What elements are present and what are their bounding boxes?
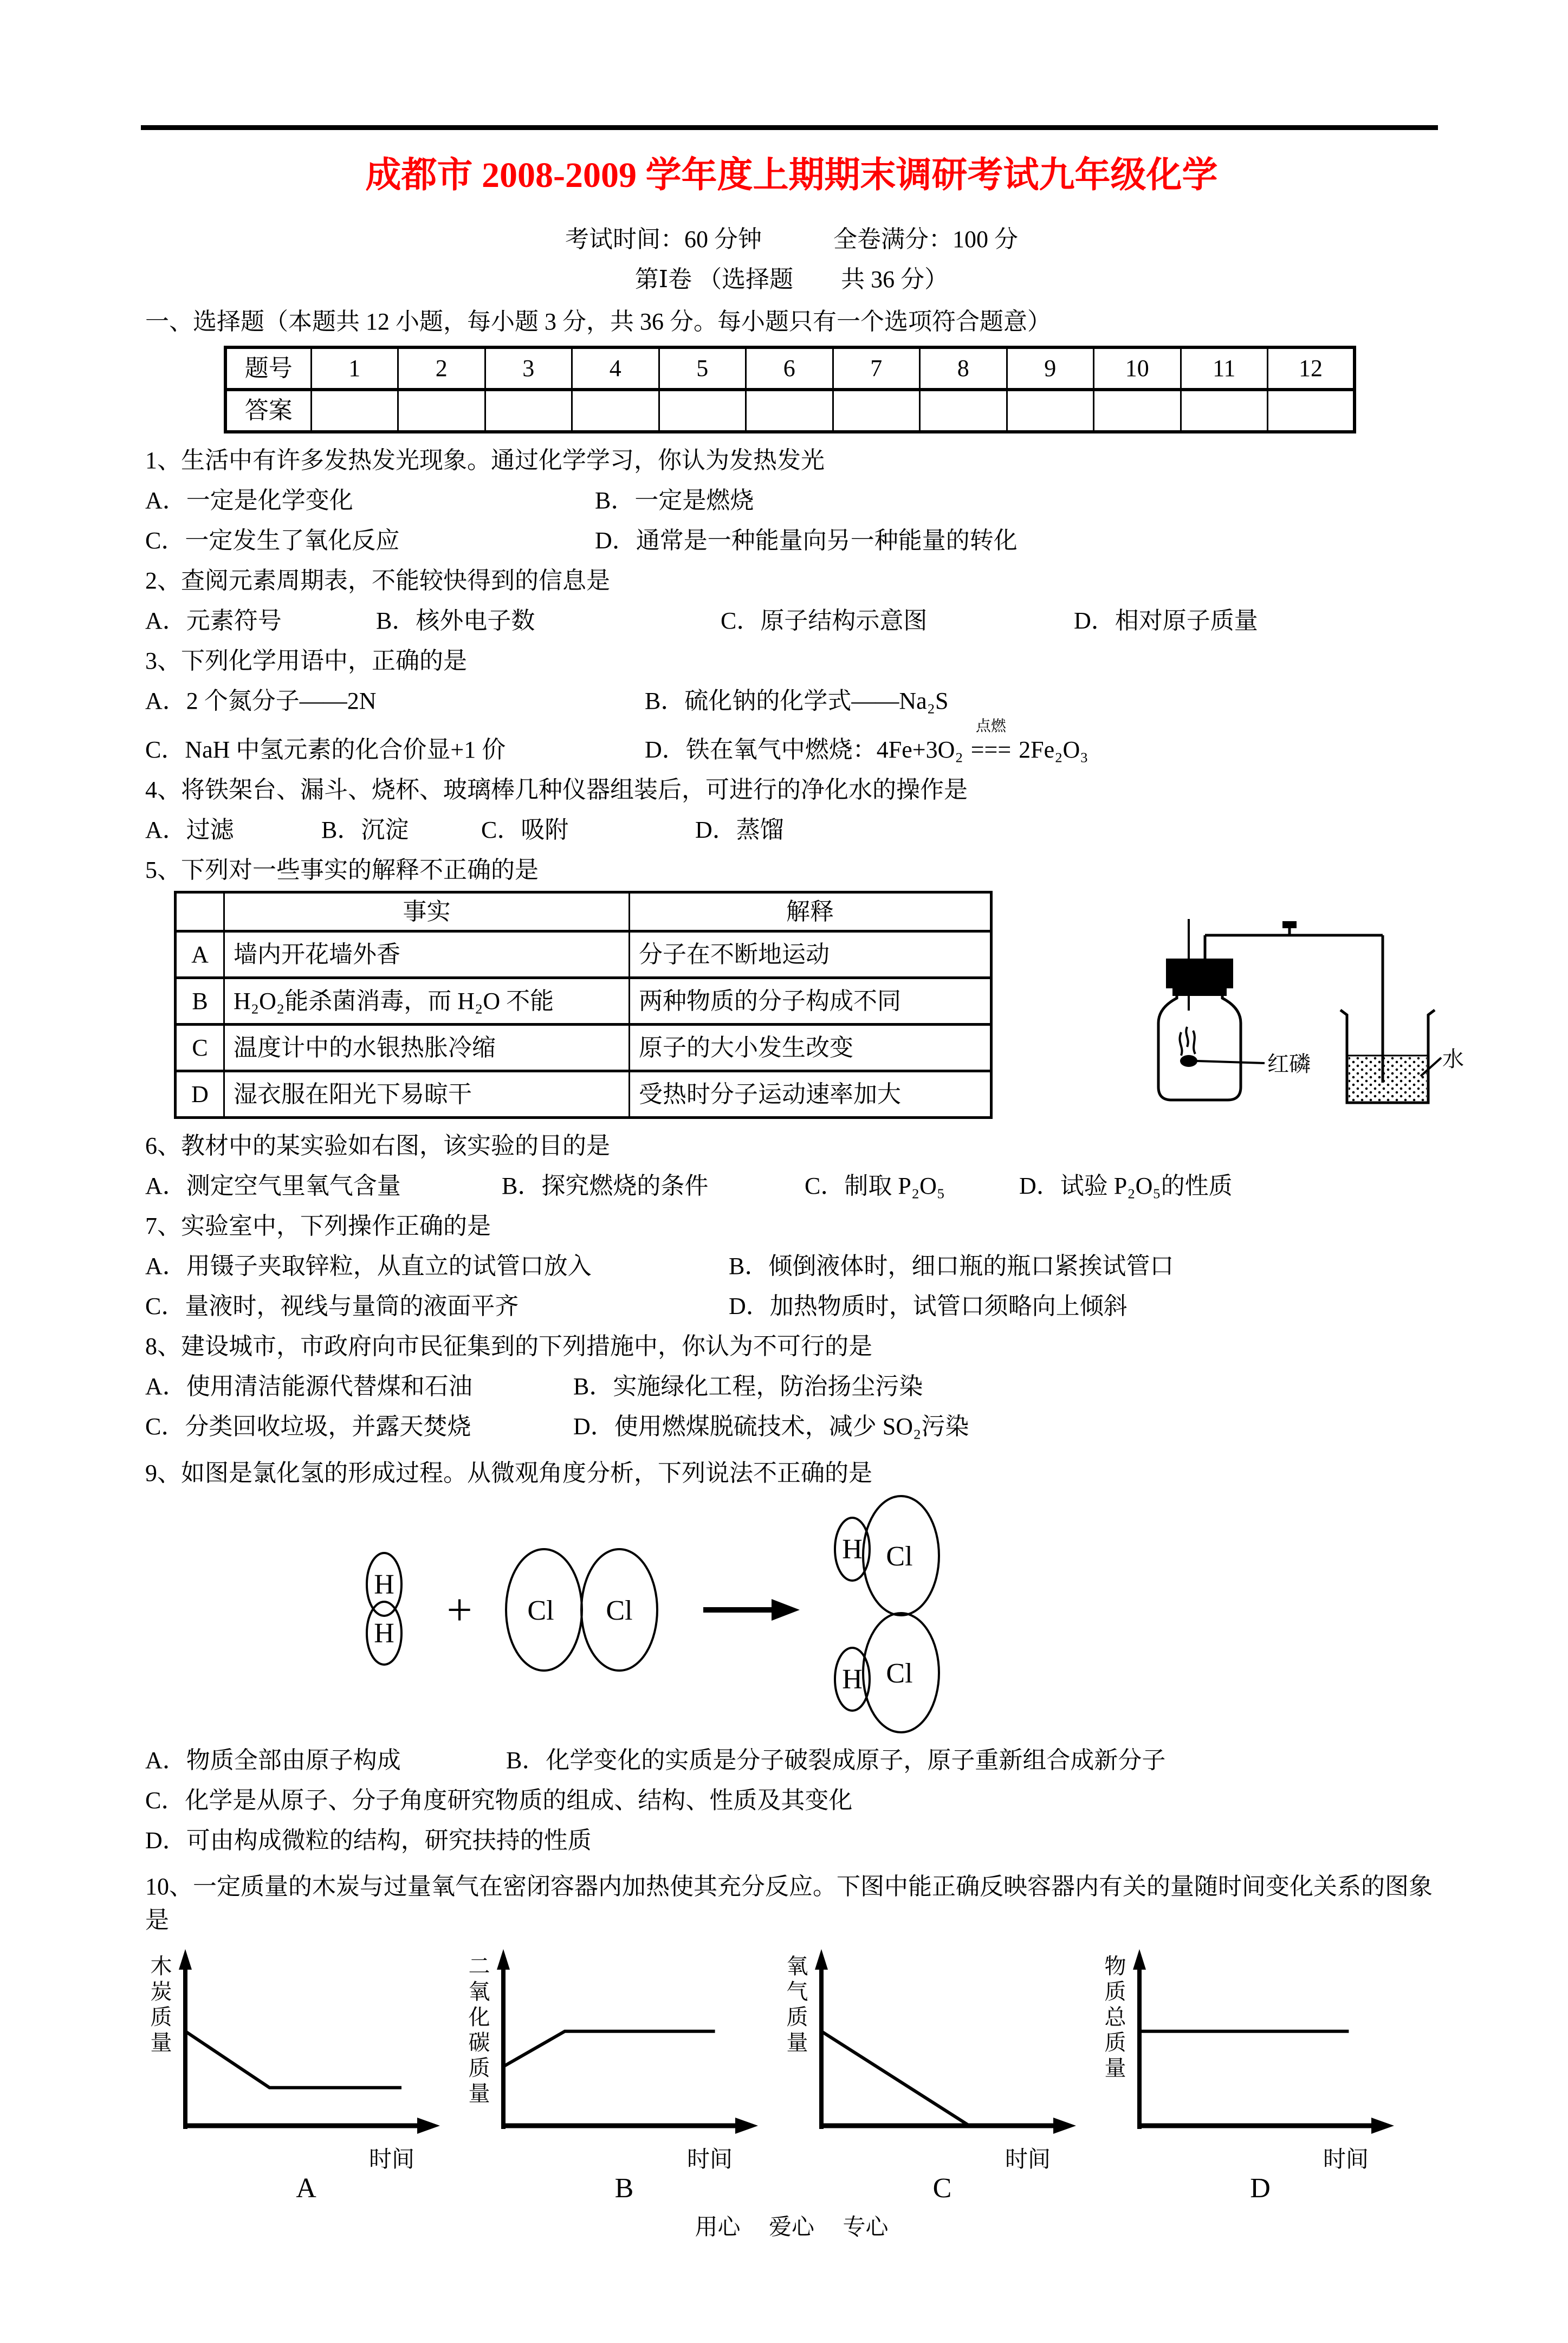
- x-axis-arrow-icon: [1053, 2118, 1076, 2134]
- q-number: 10: [1094, 347, 1181, 390]
- option-d: D．可由构成微粒的结构，研究扶持的性质: [145, 1827, 592, 1854]
- atom-label: H: [374, 1569, 394, 1600]
- answer-cell: [485, 390, 572, 432]
- option-b: B．化学变化的实质是分子破裂成原子，原子重新组合成新分子: [506, 1747, 1166, 1774]
- y-axis-arrow-icon: [179, 1949, 192, 1970]
- option-c: C．制取 P₂O₅: [805, 1173, 945, 1199]
- gas-bottle-icon: [1158, 988, 1241, 1100]
- answer-grid: [224, 346, 1356, 433]
- question-4: [145, 777, 1438, 843]
- q-number: 12: [1268, 347, 1355, 390]
- question-stem: 2、查阅元素周期表，不能较快得到的信息是: [145, 567, 610, 594]
- q10-graph-options: [145, 1947, 1438, 2202]
- question-stem: 5、下列对一些事实的解释不正确的是: [145, 857, 539, 883]
- option-b: B．核外电子数: [376, 607, 535, 634]
- option-c: C．分类回收垃圾，并露天焚烧: [145, 1413, 471, 1440]
- reaction-arrow-icon: [772, 1599, 800, 1621]
- answer-cell: [398, 390, 485, 432]
- option-b: B．一定是燃烧: [595, 487, 754, 514]
- question-stem: 9、如图是氯化氢的形成过程。从微观角度分析，下列说法不正确的是: [145, 1460, 872, 1486]
- option-c: C．化学是从原子、分子角度研究物质的组成、结构、性质及其变化: [145, 1787, 853, 1814]
- graph-letter: A: [296, 2173, 316, 2202]
- option-b: B．探究燃烧的条件: [502, 1173, 709, 1199]
- question-8: [145, 1334, 1438, 1440]
- option-d: [645, 718, 1088, 763]
- y-axis-arrow-icon: [815, 1949, 828, 1970]
- equals-sign: ===: [970, 736, 1012, 763]
- water-label: 水: [1442, 1047, 1464, 1071]
- experiment-apparatus-figure: [1135, 916, 1492, 1132]
- option-a: A．过滤: [145, 817, 234, 843]
- stopper-icon: [1166, 959, 1233, 988]
- explain-header: 解释: [630, 892, 992, 931]
- option-a: A．元素符号: [145, 607, 282, 634]
- flame-icon: [1180, 1027, 1195, 1056]
- atom-label: Cl: [606, 1595, 633, 1626]
- option-d: D．使用燃煤脱硫技术，减少 SO₂污染: [573, 1413, 969, 1440]
- y-axis-arrow-icon: [497, 1949, 510, 1970]
- part1-intro: 一、选择题（本题共 12 小题，每小题 3 分，共 36 分。每小题只有一个选项符合题意）: [145, 308, 1051, 335]
- x-axis-label: 时间: [686, 2147, 733, 2172]
- option-a: A．使用清洁能源代替煤和石油: [145, 1373, 472, 1400]
- graph-letter: B: [614, 2173, 634, 2202]
- answer-cell: [1181, 390, 1268, 432]
- option-d: D．通常是一种能量向另一种能量的转化: [595, 527, 1018, 554]
- q-number: 11: [1181, 347, 1268, 390]
- line-graph: [809, 1947, 1080, 2202]
- answer-grid-number-row: [225, 347, 1355, 390]
- q-number: 9: [1007, 347, 1094, 390]
- table-row: B H₂O₂能杀菌消毒，而 H₂O 不能 两种物质的分子构成不同: [176, 978, 992, 1025]
- hcl-formation-diagram: [346, 1495, 996, 1733]
- option-a: A．测定空气里氧气含量: [145, 1173, 401, 1199]
- graph-option-b: [463, 1947, 781, 2202]
- section-heading: 第Ⅰ卷 （选择题 共 36 分）: [634, 266, 949, 293]
- water-icon: [1349, 1057, 1427, 1101]
- graph-option-d: [1099, 1947, 1417, 2202]
- graph-option-c: [781, 1947, 1099, 2202]
- question-2: [145, 568, 1438, 634]
- question-9: [145, 1460, 1438, 1854]
- answer-cell: [920, 390, 1007, 432]
- q-number: 1: [311, 347, 398, 390]
- pointer-line: [1197, 1061, 1265, 1063]
- option-c: C．一定发生了氧化反应: [145, 527, 400, 554]
- data-line: [185, 2031, 401, 2088]
- question-5: [145, 857, 1464, 1119]
- answer-cell: [746, 390, 833, 432]
- table-row: A 墙内开花墙外香 分子在不断地运动: [176, 931, 992, 978]
- option-c: C．吸附: [481, 817, 569, 843]
- data-line: [503, 2031, 715, 2067]
- x-axis-arrow-icon: [1371, 2118, 1394, 2134]
- option-b: B．沉淀: [321, 817, 409, 843]
- equation-left: D．铁在氧气中燃烧：4Fe+3O₂: [645, 736, 963, 763]
- atom-label: Cl: [886, 1541, 913, 1572]
- option-d: D．相对原子质量: [1074, 607, 1258, 634]
- answer-cell: [1094, 390, 1181, 432]
- graph-letter: D: [1250, 2173, 1271, 2202]
- page-title: 成都市 2008-2009 学年度上期期末调研考试九年级化学: [365, 156, 1218, 195]
- answer-grid-corner: 题号: [225, 347, 311, 390]
- y-axis-label: 二氧化碳质量: [465, 1954, 490, 2107]
- question-3: [145, 648, 1438, 763]
- page-footer: 用心 爱心 专心: [695, 2215, 889, 2240]
- option-c: C．原子结构示意图: [721, 607, 928, 634]
- atom-label: H: [374, 1618, 394, 1649]
- line-graph: [1128, 1947, 1398, 2202]
- equation-right: 2Fe₂O₃: [1019, 736, 1088, 763]
- answer-cell: [311, 390, 398, 432]
- stopper-collar-icon: [1172, 988, 1227, 996]
- fact-explanation-table: [174, 891, 993, 1119]
- table-row: D 湿衣服在阳光下易晾干 受热时分子运动速率加大: [176, 1071, 992, 1118]
- fact-header: 事实: [224, 892, 630, 931]
- graph-option-a: [145, 1947, 463, 2202]
- answer-grid-answer-row: [225, 390, 1355, 432]
- question-6: [145, 1133, 1438, 1199]
- option-a: A．物质全部由原子构成: [145, 1747, 401, 1774]
- q-number: 7: [833, 347, 920, 390]
- y-axis-label: 物质总质量: [1102, 1954, 1126, 2082]
- atom-label: H: [842, 1534, 863, 1565]
- option-a: A．2 个氮分子——2N: [145, 688, 377, 714]
- option-c: C．NaH 中氢元素的化合价显+1 价: [145, 736, 506, 763]
- q-number: 8: [920, 347, 1007, 390]
- option-d: D．加热物质时，试管口须略向上倾斜: [729, 1293, 1128, 1319]
- header-rule: [141, 125, 1438, 130]
- plus-sign: +: [446, 1585, 472, 1635]
- question-7: [145, 1213, 1438, 1319]
- exam-page: [0, 125, 1568, 2241]
- question-stem: 8、建设城市，市政府向市民征集到的下列措施中，你认为不可行的是: [145, 1333, 872, 1360]
- q-number: 3: [485, 347, 572, 390]
- table-row: C 温度计中的水银热胀冷缩 原子的大小发生改变: [176, 1025, 992, 1071]
- q-number: 6: [746, 347, 833, 390]
- y-axis-label: 木炭质量: [147, 1954, 172, 2056]
- atom-label: Cl: [527, 1595, 554, 1626]
- red-phosphorus-sample-icon: [1180, 1055, 1197, 1067]
- clamp-valve-icon: [1282, 921, 1297, 928]
- q-number: 5: [659, 347, 746, 390]
- x-axis-arrow-icon: [735, 2118, 758, 2134]
- option-b: B．倾倒液体时，细口瓶的瓶口紧挨试管口: [729, 1253, 1174, 1279]
- question-stem: 10、一定质量的木炭与过量氧气在密闭容器内加热使其充分反应。下图中能正确反映容器内有关的量随时间变化关系的图象是: [145, 1873, 1433, 1933]
- x-axis-arrow-icon: [417, 2118, 440, 2134]
- atom-label: H: [842, 1664, 863, 1695]
- line-graph: [173, 1947, 444, 2202]
- option-a: A．一定是化学变化: [145, 487, 353, 514]
- option-c: C．量液时，视线与量筒的液面平齐: [145, 1293, 519, 1319]
- data-line: [821, 2031, 969, 2126]
- red-phosphorus-label: 红磷: [1267, 1052, 1311, 1076]
- table-header-row: [176, 892, 992, 931]
- answer-cell: [833, 390, 920, 432]
- question-stem: 3、下列化学用语中，正确的是: [145, 648, 467, 674]
- question-stem: 6、教材中的某实验如右图，该实验的目的是: [145, 1132, 610, 1159]
- option-a: A．用镊子夹取锌粒，从直立的试管口放入: [145, 1253, 592, 1279]
- option-d: D．蒸馏: [695, 817, 784, 843]
- question-stem: 7、实验室中，下列操作正确的是: [145, 1213, 491, 1239]
- option-d: D．试验 P₂O₅的性质: [1019, 1173, 1233, 1199]
- option-b: B．硫化钠的化学式——Na₂S: [645, 688, 949, 714]
- answer-cell: [572, 390, 659, 432]
- question-stem: 4、将铁架台、漏斗、烧杯、玻璃棒几种仪器组装后，可进行的净化水的操作是: [145, 776, 968, 803]
- reaction-condition: [970, 718, 1012, 763]
- x-axis-label: 时间: [1323, 2147, 1369, 2172]
- option-b: B．实施绿化工程，防治扬尘污染: [573, 1373, 923, 1400]
- q-number: 4: [572, 347, 659, 390]
- answer-cell: [1268, 390, 1355, 432]
- line-graph: [491, 1947, 762, 2202]
- exam-info: 考试时间：60 分钟 全卷满分：100 分: [565, 226, 1018, 253]
- question-stem: 1、生活中有许多发热发光现象。通过化学学习，你认为发热发光: [145, 447, 825, 474]
- answer-grid-label: 答案: [225, 390, 311, 432]
- answer-cell: [1007, 390, 1094, 432]
- question-1: [145, 448, 1438, 554]
- q-number: 2: [398, 347, 485, 390]
- question-10: [145, 1870, 1438, 2202]
- answer-cell: [659, 390, 746, 432]
- corner-cell: [176, 892, 224, 931]
- atom-label: Cl: [886, 1658, 913, 1689]
- graph-letter: C: [932, 2173, 952, 2202]
- x-axis-label: 时间: [1005, 2147, 1051, 2172]
- ignition-label: 点燃: [975, 718, 1006, 735]
- y-axis-arrow-icon: [1133, 1949, 1146, 1970]
- y-axis-label: 氧气质量: [783, 1954, 808, 2056]
- x-axis-label: 时间: [368, 2147, 414, 2172]
